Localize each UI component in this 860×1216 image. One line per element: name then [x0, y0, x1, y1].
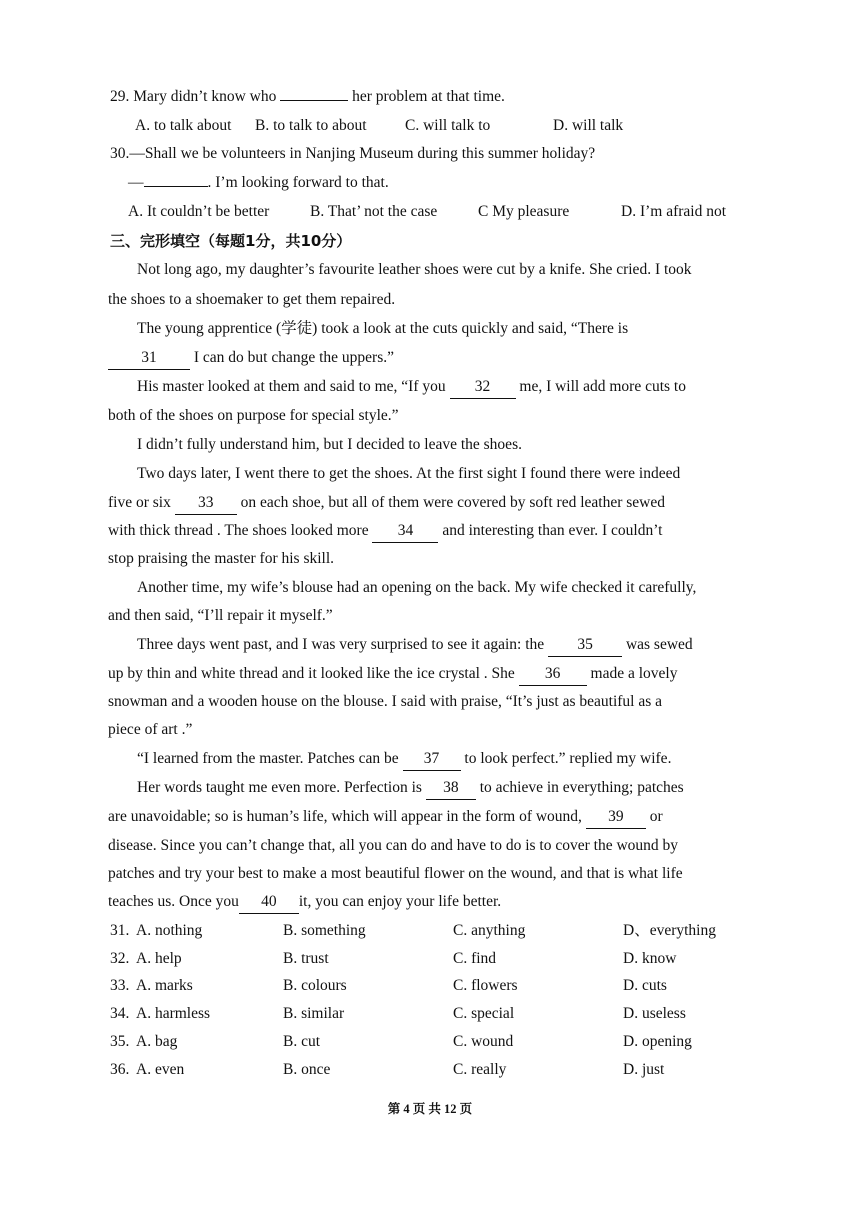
passage-line: disease. Since you can’t change that, all you can do and have to do is to cover the wound by	[108, 837, 679, 854]
passage-line	[108, 891, 501, 914]
choice-b[interactable]: B. something	[283, 922, 366, 939]
passage-text: to look perfect.” replied my wife.	[464, 750, 672, 767]
page-footer: 第 4 页 共 12 页	[387, 1102, 473, 1116]
passage-line	[108, 347, 394, 370]
blank-34[interactable]: 34	[372, 520, 438, 543]
passage-line	[137, 777, 684, 800]
choice-c[interactable]: C. anything	[453, 922, 526, 939]
passage-text: are unavoidable; so is human’s life, which will appear in the form of wound,	[108, 808, 582, 825]
blank-36[interactable]: 36	[519, 663, 587, 686]
choice-a[interactable]: A. help	[136, 950, 182, 967]
passage-text: Three days went past, and I was very surprised to see it again: the	[137, 636, 545, 653]
question-29	[110, 86, 505, 108]
answer-blank[interactable]	[144, 186, 208, 187]
passage-text: on each shoe, but all of them were covered by soft red leather sewed	[240, 494, 665, 511]
passage-text: was sewed	[625, 636, 693, 653]
passage-line	[108, 520, 662, 543]
passage-line	[108, 806, 663, 829]
option-a: A. It couldn’t be better	[128, 203, 270, 220]
choice-d[interactable]: D. cuts	[623, 977, 667, 994]
passage-text: or	[649, 808, 663, 825]
question-stem: her problem at that time.	[352, 88, 505, 105]
passage-line: I didn’t fully understand him, but I decided to leave the shoes.	[137, 436, 522, 453]
blank-35[interactable]: 35	[548, 634, 622, 657]
question-number: 30.	[110, 145, 130, 162]
choice-number: 32.	[110, 950, 130, 967]
choice-b[interactable]: B. colours	[283, 977, 347, 994]
choice-d[interactable]: D. know	[623, 950, 677, 967]
choice-number: 36.	[110, 1061, 130, 1078]
passage-line: The young apprentice (学徒) took a look at the cuts quickly and said, “There is	[137, 320, 629, 337]
passage-text: and interesting than ever. I couldn’t	[442, 522, 663, 539]
passage-line: both of the shoes on purpose for special style.”	[108, 407, 399, 424]
question-number: 29.	[110, 88, 130, 105]
passage-line: Another time, my wife’s blouse had an opening on the back. My wife checked it carefully,	[137, 579, 697, 596]
passage-text: me, I will add more cuts to	[519, 378, 686, 395]
blank-39[interactable]: 39	[586, 806, 646, 829]
answer-text: . I’m looking forward to that.	[207, 174, 389, 191]
passage-text: five or six	[108, 494, 171, 511]
choice-c[interactable]: C. find	[453, 950, 497, 967]
blank-32[interactable]: 32	[450, 376, 516, 399]
dash: —	[128, 174, 144, 191]
blank-38[interactable]: 38	[426, 777, 476, 800]
passage-line: Two days later, I went there to get the shoes. At the first sight I found there were indeed	[137, 465, 681, 482]
option-b: B. That’ not the case	[310, 203, 438, 220]
choice-b[interactable]: B. trust	[283, 950, 329, 967]
passage-text: His master looked at them and said to me, “If you	[137, 378, 446, 395]
choice-a[interactable]: A. even	[136, 1061, 185, 1078]
choice-a[interactable]: A. nothing	[136, 922, 203, 939]
passage-line	[137, 634, 693, 657]
passage-line: piece of art .”	[108, 721, 193, 738]
option-d: D. I’m afraid not	[621, 203, 727, 220]
choice-d[interactable]: D. opening	[623, 1033, 692, 1050]
choice-d[interactable]: D. just	[623, 1061, 665, 1078]
blank-37[interactable]: 37	[403, 748, 461, 771]
passage-line	[137, 376, 686, 399]
passage-line: and then said, “I’ll repair it myself.”	[108, 607, 333, 624]
choice-b[interactable]: B. similar	[283, 1005, 345, 1022]
passage-text: to achieve in everything; patches	[479, 779, 684, 796]
section-heading: 三、完形填空（每题1分，共10分）	[110, 232, 352, 250]
passage-line: the shoes to a shoemaker to get them repaired.	[108, 291, 396, 308]
blank-33[interactable]: 33	[175, 492, 237, 515]
choice-d[interactable]: D. useless	[623, 1005, 686, 1022]
option-d: D. will talk	[553, 117, 624, 134]
passage-line: patches and try your best to make a most beautiful flower on the wound, and that is what life	[108, 865, 683, 882]
question-stem: —Shall we be volunteers in Nanjing Museum during this summer holiday?	[129, 145, 596, 162]
passage-line: stop praising the master for his skill.	[108, 550, 335, 567]
option-a: A. to talk about	[135, 117, 232, 134]
passage-text: with thick thread . The shoes looked more	[108, 522, 369, 539]
passage-text: made a lovely	[590, 665, 678, 682]
choice-b[interactable]: B. cut	[283, 1033, 321, 1050]
choice-a[interactable]: A. bag	[136, 1033, 178, 1050]
passage-text: up by thin and white thread and it looked like the ice crystal . She	[108, 665, 515, 682]
passage-text: Her words taught me even more. Perfection is	[137, 779, 422, 796]
answer-blank[interactable]	[280, 100, 348, 101]
choice-b[interactable]: B. once	[283, 1061, 331, 1078]
blank-40[interactable]: 40	[239, 891, 299, 914]
passage-line: Not long ago, my daughter’s favourite leather shoes were cut by a knife. She cried. I took	[137, 261, 692, 278]
passage-text: I can do but change the uppers.”	[193, 349, 395, 366]
passage-text: it, you can enjoy your life better.	[298, 893, 502, 910]
passage-text: “I learned from the master. Patches can be	[137, 750, 399, 767]
choice-a[interactable]: A. marks	[136, 977, 193, 994]
option-c: C My pleasure	[478, 203, 570, 220]
passage-line: snowman and a wooden house on the blouse. I said with praise, “It’s just as beautiful as a	[108, 693, 663, 710]
question-stem: Mary didn’t know who	[133, 88, 277, 105]
question-30	[110, 143, 595, 165]
choice-a[interactable]: A. harmless	[136, 1005, 211, 1022]
choice-number: 34.	[110, 1005, 130, 1022]
choice-c[interactable]: C. really	[453, 1061, 507, 1078]
choice-number: 33.	[110, 977, 130, 994]
question-30-answer	[128, 172, 389, 194]
choice-d[interactable]: D、everything	[623, 922, 716, 939]
choice-number: 31.	[110, 922, 130, 939]
blank-31[interactable]: 31	[108, 347, 190, 370]
passage-line	[108, 663, 677, 686]
option-c: C. will talk to	[405, 117, 491, 134]
choice-number: 35.	[110, 1033, 130, 1050]
passage-line	[137, 748, 671, 771]
option-b: B. to talk to about	[255, 117, 367, 134]
choice-c[interactable]: C. special	[453, 1005, 515, 1022]
passage-line	[108, 492, 665, 515]
choice-c[interactable]: C. flowers	[453, 977, 518, 994]
choice-c[interactable]: C. wound	[453, 1033, 514, 1050]
passage-text: teaches us. Once you	[108, 893, 239, 910]
